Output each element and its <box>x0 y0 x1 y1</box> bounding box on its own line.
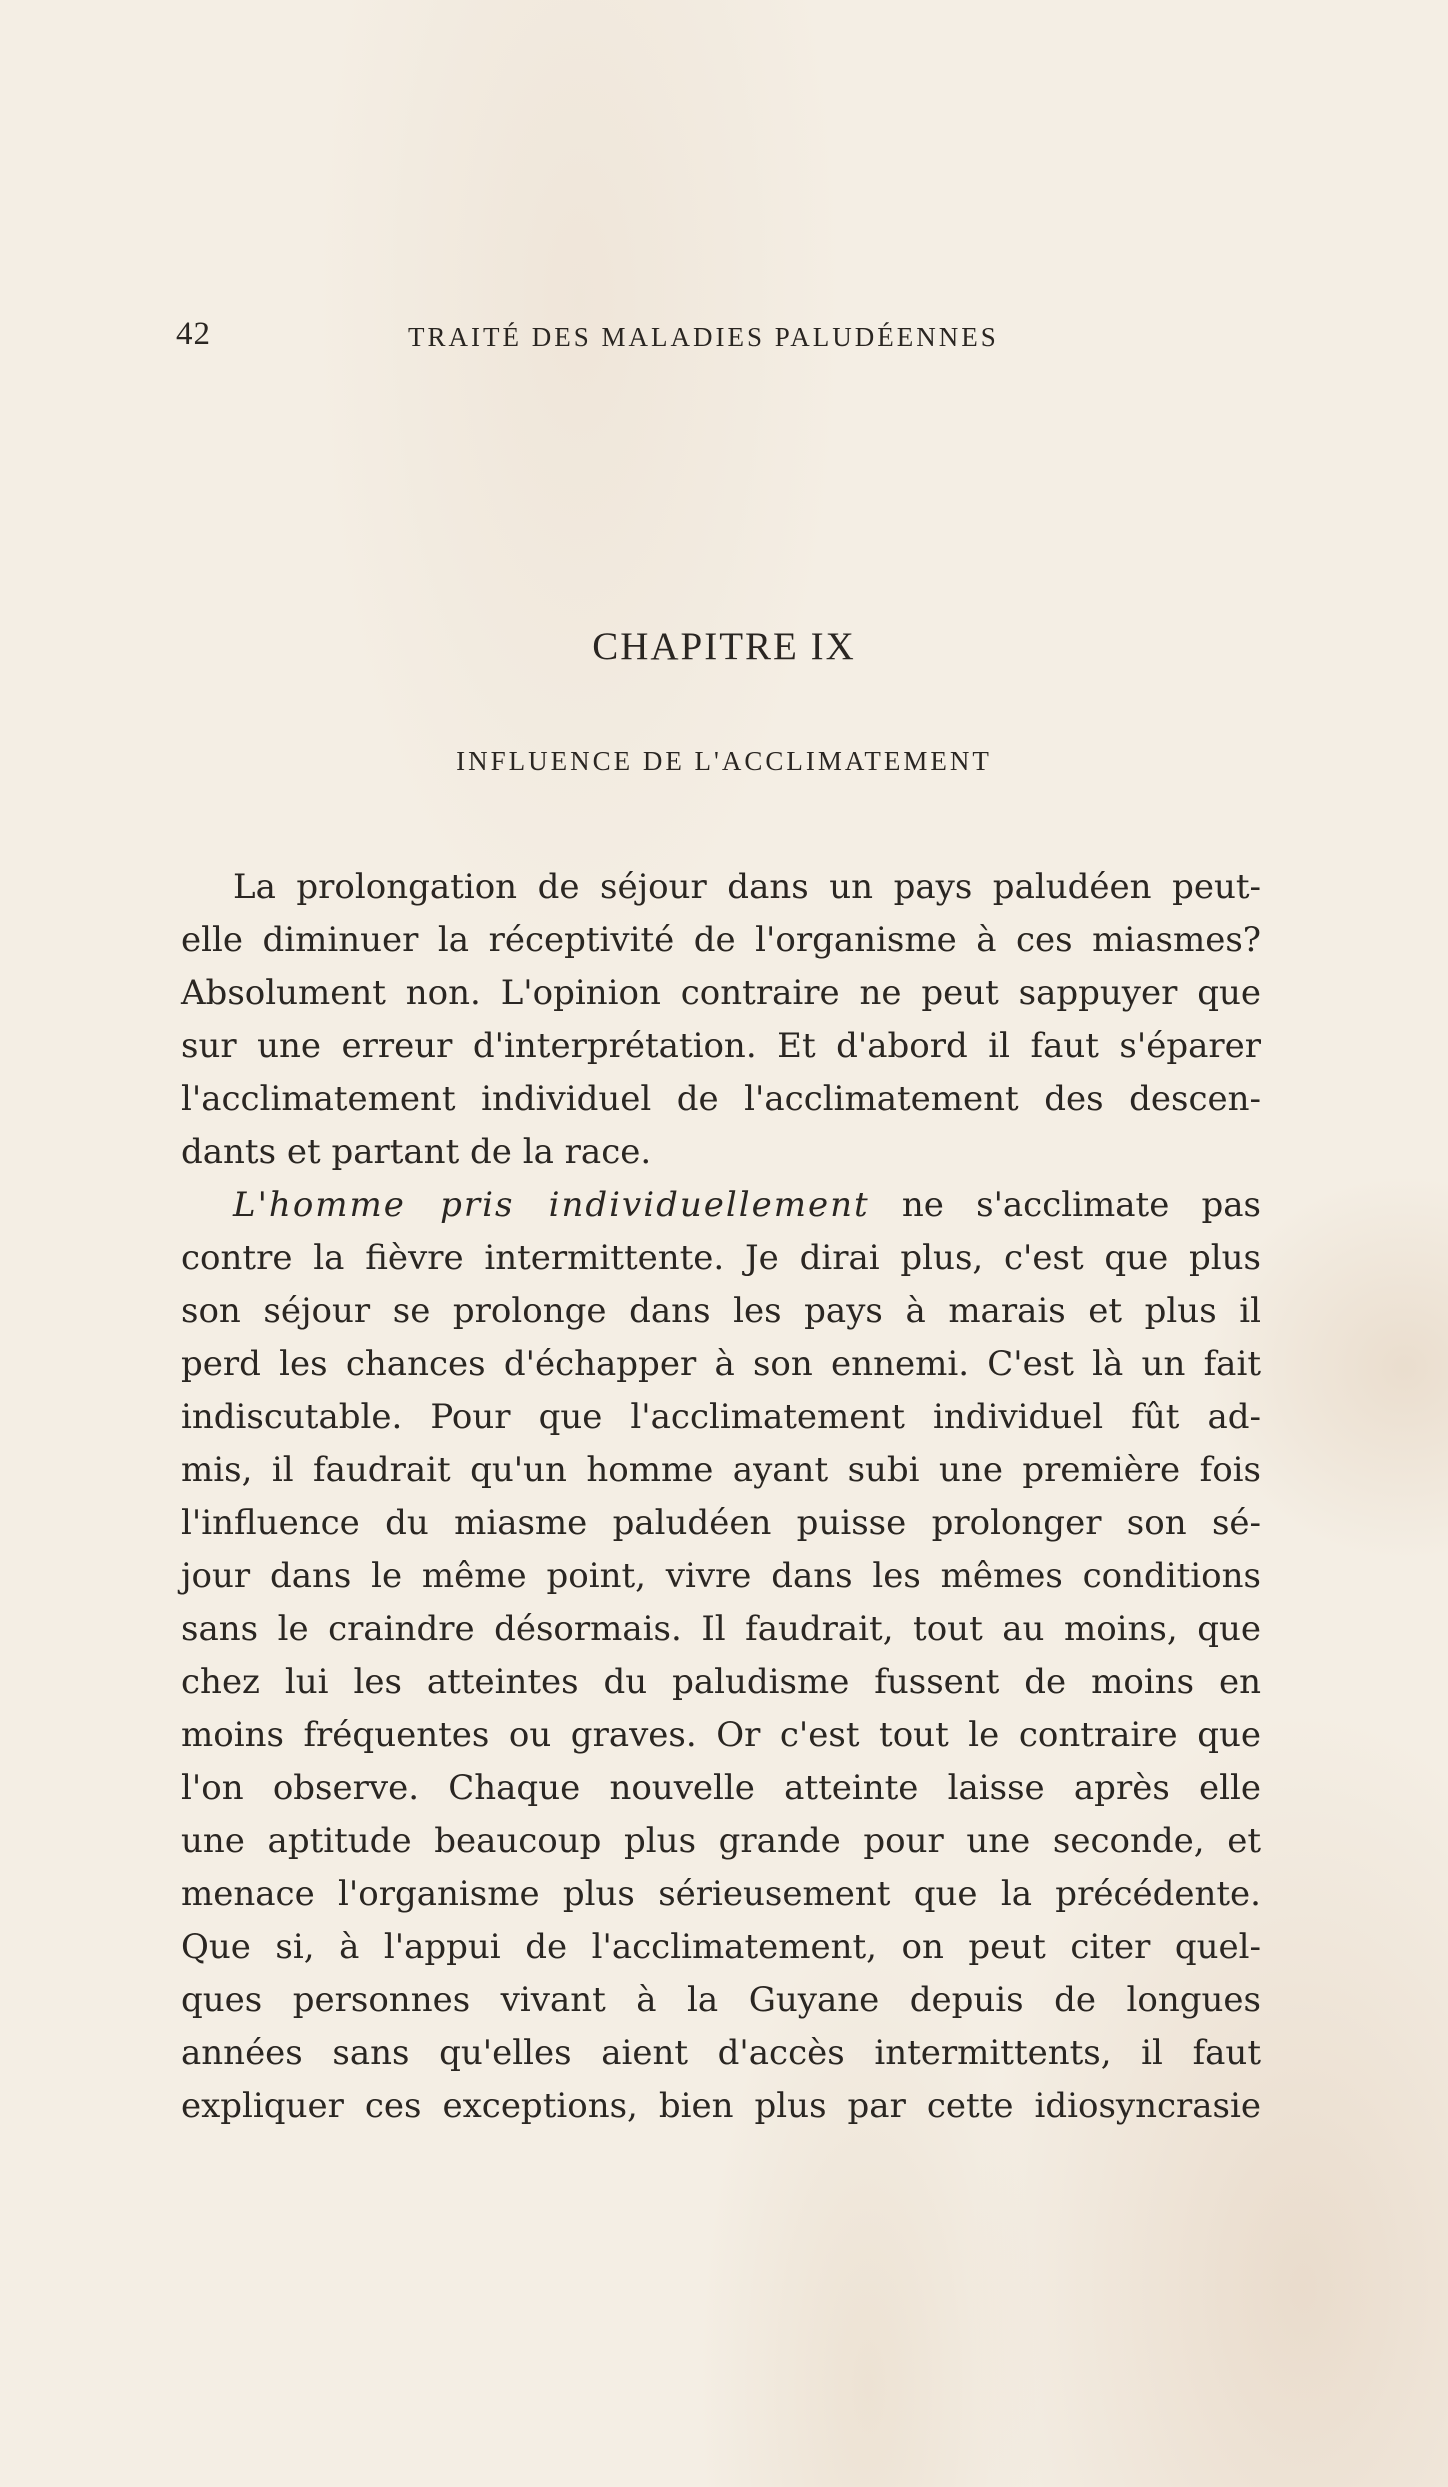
text-line: expliquer ces exceptions, bien plus par cette idiosyncrasie <box>181 2086 1261 2126</box>
italic-phrase: L'homme pris individuellement <box>233 1185 870 1225</box>
text-line: Que si, à l'appui de l'acclimatement, on peut citer quel- <box>181 1927 1261 1967</box>
text-line: menace l'organisme plus sérieusement que la précédente. <box>181 1874 1261 1914</box>
text-line: une aptitude beaucoup plus grande pour une seconde, et <box>181 1821 1261 1861</box>
text-line: dants et partant de la race. <box>181 1132 652 1172</box>
text-line: La prolongation de séjour dans un pays paludéen peut- <box>233 867 1261 907</box>
text-line: sur une erreur d'interprétation. Et d'abord il faut s'éparer <box>181 1026 1261 1066</box>
text-line: années sans qu'elles aient d'accès intermittents, il faut <box>181 2033 1261 2073</box>
text-line: jour dans le même point, vivre dans les mêmes conditions <box>181 1556 1261 1596</box>
running-head <box>176 316 1266 360</box>
page-number: 42 <box>176 316 211 352</box>
chapter-title: CHAPITRE IX <box>592 625 856 668</box>
text-line: l'acclimatement individuel de l'acclimatement des descen- <box>181 1079 1261 1119</box>
text-line: indiscutable. Pour que l'acclimatement individuel fût ad- <box>181 1397 1261 1437</box>
body-text <box>181 861 1261 2133</box>
text-line: l'on observe. Chaque nouvelle atteinte laisse après elle <box>181 1768 1261 1808</box>
text-line: contre la fièvre intermittente. Je dirai plus, c'est que plus <box>181 1238 1261 1278</box>
text-line: mis, il faudrait qu'un homme ayant subi une première fois <box>181 1450 1261 1490</box>
text-line: son séjour se prolonge dans les pays à marais et plus il <box>181 1291 1261 1331</box>
running-title: TRAITÉ DES MALADIES PALUDÉENNES <box>408 322 999 352</box>
text-line: chez lui les atteintes du paludisme fussent de moins en <box>181 1662 1261 1702</box>
text-line: ques personnes vivant à la Guyane depuis de longues <box>181 1980 1261 2020</box>
text-line: elle diminuer la réceptivité de l'organisme à ces miasmes? <box>181 920 1261 960</box>
text-line <box>181 1179 1261 1232</box>
text-line: sans le craindre désormais. Il faudrait, tout au moins, que <box>181 1609 1261 1649</box>
text-line: perd les chances d'échapper à son ennemi. C'est là un fait <box>181 1344 1261 1384</box>
text-line: l'influence du miasme paludéen puisse prolonger son sé- <box>181 1503 1261 1543</box>
text-line: moins fréquentes ou graves. Or c'est tout le contraire que <box>181 1715 1261 1755</box>
chapter-subtitle: INFLUENCE DE L'ACCLIMATEMENT <box>456 746 992 776</box>
text-line: Absolument non. L'opinion contraire ne peut sappuyer que <box>181 973 1261 1013</box>
text-fragment: ne s'acclimate pas <box>869 1185 1261 1225</box>
